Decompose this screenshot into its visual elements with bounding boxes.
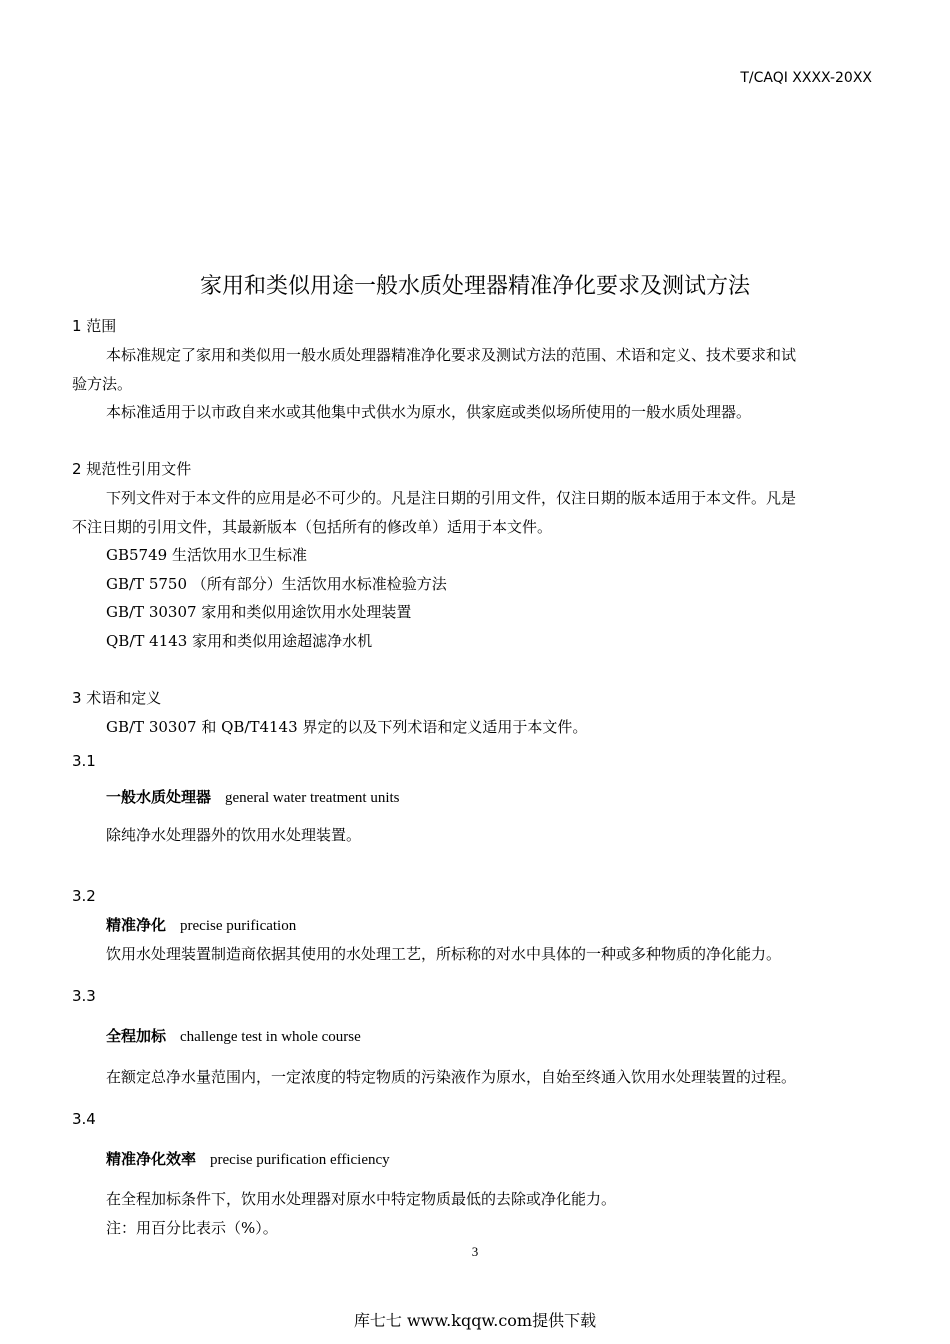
- reference-item: GB5749 生活饮用水卫生标准: [106, 546, 307, 564]
- term-heading: [106, 787, 400, 808]
- term-definition: 在全程加标条件下，饮用水处理器对原水中特定物质最低的去除或净化能力。: [106, 1190, 617, 1208]
- term-number: 3.2: [72, 887, 96, 905]
- term-number: 3.3: [72, 987, 96, 1005]
- section-2-heading: 2 规范性引用文件: [72, 460, 192, 478]
- document-title: 家用和类似用途一般水质处理器精准净化要求及测试方法: [199, 274, 750, 299]
- term-note: 注：用百分比表示（%）。: [106, 1219, 278, 1237]
- section-2-para-line-1: 下列文件对于本文件的应用是必不可少的。凡是注日期的引用文件，仅注日期的版本适用于本文件。凡是: [106, 489, 797, 507]
- term-heading: [106, 915, 296, 936]
- term-en: precise purification efficiency: [210, 1152, 390, 1168]
- section-1-para-1-line-2: 验方法。: [72, 375, 133, 393]
- section-1-heading: 1 范围: [72, 317, 117, 335]
- download-footer: 库七七 www.kqqw.com提供下载: [353, 1311, 597, 1330]
- section-2-para-line-2: 不注日期的引用文件，其最新版本（包括所有的修改单）适用于本文件。: [72, 518, 553, 536]
- term-en: challenge test in whole course: [180, 1029, 361, 1045]
- term-zh: 一般水质处理器: [106, 788, 212, 806]
- term-en: general water treatment units: [225, 790, 400, 806]
- term-zh: 全程加标: [106, 1027, 167, 1045]
- term-number: 3.4: [72, 1110, 96, 1128]
- term-zh: 精准净化: [106, 916, 167, 934]
- term-zh: 精准净化效率: [106, 1150, 197, 1168]
- reference-item: GB/T 5750 （所有部分）生活饮用水标准检验方法: [106, 575, 447, 593]
- term-heading: [106, 1149, 390, 1170]
- term-definition: 在额定总净水量范围内，一定浓度的特定物质的污染液作为原水，自始至终通入饮用水处理装置的过程。: [106, 1068, 797, 1086]
- section-3-intro: GB/T 30307 和 QB/T4143 界定的以及下列术语和定义适用于本文件。: [106, 718, 588, 736]
- term-definition: 饮用水处理装置制造商依据其使用的水处理工艺，所标称的对水中具体的一种或多种物质的净化能力。: [106, 945, 782, 963]
- reference-item: GB/T 30307 家用和类似用途饮用水处理装置: [106, 603, 412, 621]
- term-heading: [106, 1026, 361, 1047]
- section-1-para-2: 本标准适用于以市政自来水或其他集中式供水为原水，供家庭或类似场所使用的一般水质处理器。: [106, 403, 752, 421]
- term-number: 3.1: [72, 752, 96, 770]
- standard-number: T/CAQI XXXX-20XX: [740, 70, 872, 86]
- term-en: precise purification: [180, 918, 297, 934]
- section-1-para-1-line-1: 本标准规定了家用和类似用一般水质处理器精准净化要求及测试方法的范围、术语和定义、技术要求和试: [106, 346, 797, 364]
- section-3-heading: 3 术语和定义: [72, 689, 162, 707]
- term-definition: 除纯净水处理器外的饮用水处理装置。: [106, 826, 362, 844]
- page-number: 3: [471, 1244, 479, 1259]
- reference-item: QB/T 4143 家用和类似用途超滤净水机: [106, 632, 373, 650]
